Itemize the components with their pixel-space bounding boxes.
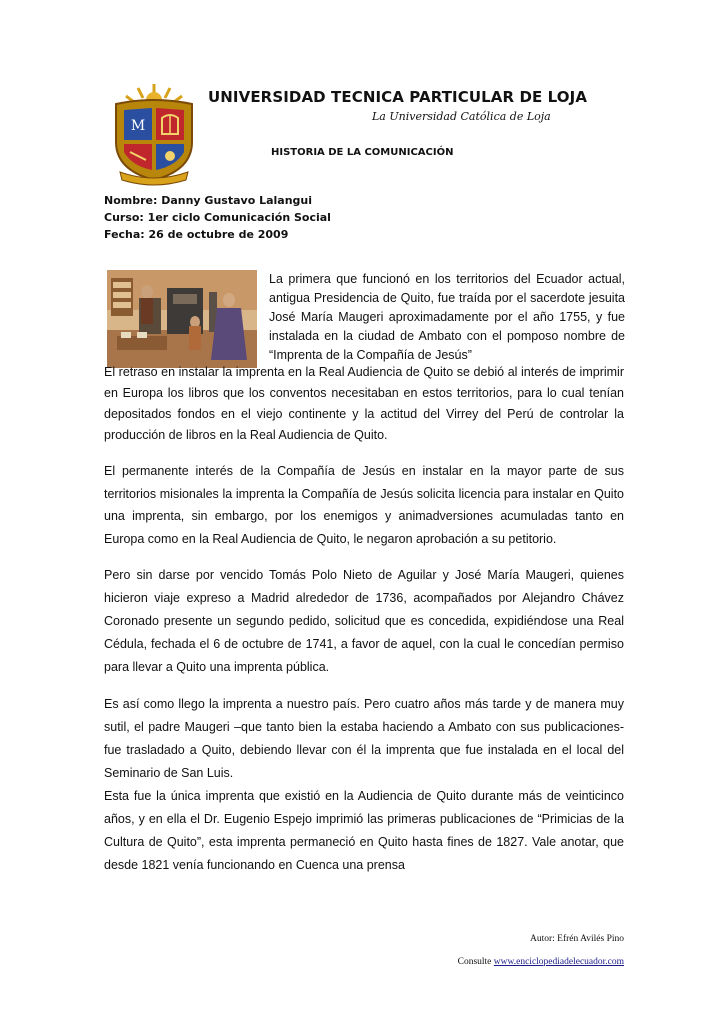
svg-text:M: M	[130, 118, 146, 134]
document-date: Fecha: 26 de octubre de 2009	[104, 228, 289, 241]
printing-press-painting-image	[107, 270, 257, 368]
intro-paragraph: La primera que funcionó en los territorios del Ecuador actual, antigua Presidencia de Quito, fue traída por el sacerdote jesuita José María Maugeri aproximadamente por el año 1755, y fue instalada en la ciudad de Ambato con el pomposo nombre de “Imprenta de la Compañía de Jesús”	[269, 272, 625, 362]
student-info	[104, 192, 331, 243]
footer-author: Autor: Efrén Avilés Pino	[529, 934, 624, 944]
encyclopedia-link[interactable]: www.enciclopediadelecuador.com	[493, 957, 624, 967]
paragraph: Es así como llego la imprenta a nuestro país. Pero cuatro años más tarde y de manera muy sutil, el padre Maugeri –que tanto bien la estaba haciendo a Ambato con sus publicaciones- fue trasladado a Quito, debiendo llevar con él la imprenta que fue instalada en el local del Seminario de San Luis.	[104, 697, 624, 780]
university-crest-icon	[106, 82, 202, 186]
paragraph: Esta fue la única imprenta que existió en la Audiencia de Quito durante más de veinticinco años, y en ella el Dr. Eugenio Espejo imprimió las primeras publicaciones de “Primicias de la Cultura de Quito”, esta imprenta permaneció en Quito hasta fines de 1827. Vale anotar, que desde 1821 venía funcionando en Cuenca una prensa	[104, 789, 624, 872]
footer-consult-prefix: Consulte	[457, 957, 494, 967]
student-name: Nombre: Danny Gustavo Lalangui	[104, 194, 313, 207]
paragraph: El retraso en instalar la imprenta en la Real Audiencia de Quito se debió al interés de imprimir en Europa los libros que los conventos necesitaban en estos territorios, para lo cual tenían depositados fondos en el viejo continente y la actitud del Virrey del Perú de controlar la producción de libros en la Real Audiencia de Quito.	[104, 365, 624, 442]
course-title: HISTORIA DE LA COMUNICACIÓN	[271, 147, 454, 158]
paragraph: El permanente interés de la Compañía de Jesús en instalar en la mayor parte de sus territorios misionales la imprenta la Compañía de Jesús solicita licencia para instalar en Quito una imprenta, sin embargo, por los enemigos y animadversiones acumuladas tanto en Europa como en la Real Audiencia de Quito, le negaron aprobación a su petitorio.	[104, 464, 624, 546]
paragraph: Pero sin darse por vencido Tomás Polo Nieto de Aguilar y José María Maugeri, quienes hicieron viaje expreso a Madrid alrededor de 1736, acompañados por Alejandro Chávez Coronado presente un segundo pedido, solicitud que es concedida, expidiéndose una Real Cédula, fechada el 6 de octubre de 1741, a favor de aquel, con la cual le concedían permiso para llevar a Quito una imprenta pública.	[104, 568, 624, 674]
university-subtitle: La Universidad Católica de Loja	[372, 110, 551, 123]
university-title: UNIVERSIDAD TECNICA PARTICULAR DE LOJA	[208, 88, 588, 106]
student-course: Curso: 1er ciclo Comunicación Social	[104, 211, 331, 224]
footer-consult	[458, 957, 624, 967]
document-body	[104, 362, 624, 877]
